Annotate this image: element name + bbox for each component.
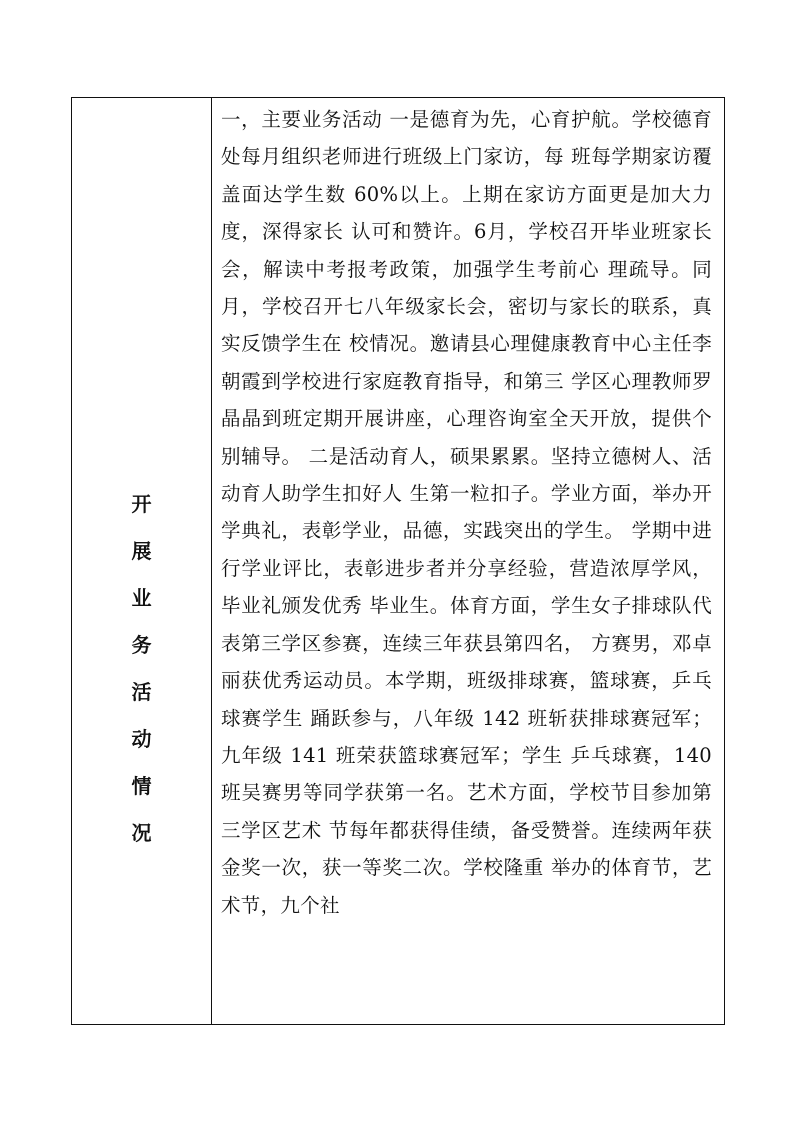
section-label-char: 活 [131, 680, 152, 704]
section-label-char: 动 [131, 727, 152, 751]
section-label-char: 开 [131, 492, 152, 516]
section-label-char: 务 [131, 633, 152, 657]
section-content-cell [212, 98, 724, 1024]
section-label-cell [72, 98, 212, 1024]
section-label-char: 业 [131, 586, 152, 610]
report-table [71, 97, 725, 1025]
section-label [72, 494, 211, 870]
section-content-paragraph: 一，主要业务活动 一是德育为先，心育护航。学校德育处每月组织老师进行班级上门家访，每 班每学期家访覆盖面达学生数 60%以上。上期在家访方面更是加大力度，深得家长 认可和赞许。6月，学校召开毕业班家长会，解读中考报考政策，加强学生考前心 理疏导。同月，学校召开七八年级家长会，密切与家长的联系，真实反馈学生在 校情况。邀请县心理健康教育中心主任李朝霞到学校进行家庭教育指导，和第三 学区心理教师罗晶晶到班定期开展讲座，心理咨询室全天开放，提供个别辅导。 二是活动育人，硕果累累。坚持立德树人、活动育人助学生扣好人 生第一粒扣子。学业方面，举办开学典礼，表彰学业，品德，实践突出的学生。 学期中进行学业评比，表彰进步者并分享经验，营造浓厚学风，毕业礼颁发优秀 毕业生。体育方面，学生女子排球队代表第三学区参赛，连续三年获县第四名， 方赛男，邓卓丽获优秀运动员。本学期，班级排球赛，篮球赛，乒乓球赛学生 踊跃参与，八年级 142 班斩获排球赛冠军；九年级 141 班荣获篮球赛冠军；学生 乒乓球赛，140 班吴赛男等同学获第一名。艺术方面，学校节目参加第三学区艺术 节每年都获得佳绩，备受赞誉。连续两年获金奖一次，获一等奖二次。学校隆重 举办的体育节，艺术节，九个社 [221, 108, 712, 917]
section-label-char: 情 [131, 774, 152, 798]
section-label-char: 况 [131, 821, 152, 845]
section-label-char: 展 [131, 539, 152, 563]
